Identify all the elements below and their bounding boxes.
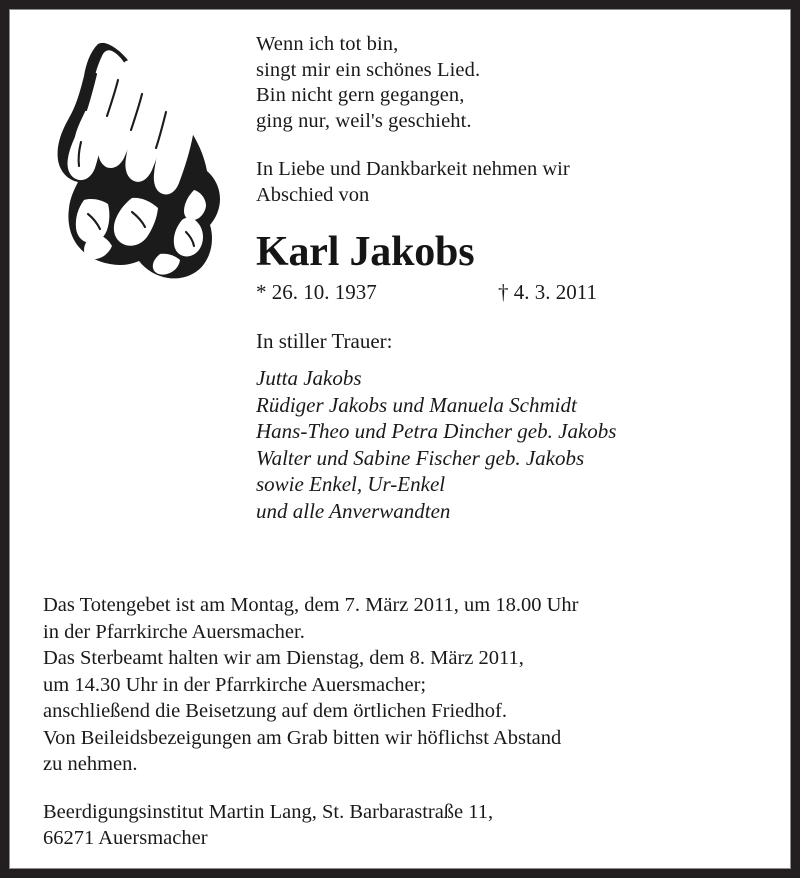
- arrangement-line: um 14.30 Uhr in der Pfarrkirche Auersmacher;: [43, 673, 427, 696]
- mourner-line: sowie Enkel, Ur-Enkel: [256, 472, 446, 496]
- death-date: † 4. 3. 2011: [498, 280, 597, 304]
- memorial-verse: [256, 32, 786, 134]
- funeral-arrangements: [43, 592, 763, 778]
- verse-line: singt mir ein schönes Lied.: [256, 58, 481, 81]
- verse-line: Bin nicht gern gegangen,: [256, 84, 465, 106]
- arrangement-line: zu nehmen.: [43, 753, 138, 775]
- dedication-line: In Liebe und Dankbarkeit nehmen wir: [256, 158, 570, 180]
- mourner-line: Walter und Sabine Fischer geb. Jakobs: [256, 445, 585, 470]
- dedication-line: Abschied von: [256, 183, 370, 206]
- text-column: [256, 32, 786, 524]
- birth-date: * 26. 10. 1937: [256, 280, 377, 304]
- verse-line: Wenn ich tot bin,: [256, 33, 399, 55]
- arrangement-line: Das Sterbeamt halten wir am Dienstag, dem 8. März 2011,: [43, 647, 524, 669]
- funeral-home-line: 66271 Auersmacher: [43, 827, 208, 849]
- arrangement-line: Von Beileidsbezeigungen am Grab bitten wir höflichst Abstand: [43, 726, 562, 749]
- dedication-text: [256, 157, 786, 208]
- mourners-list: [256, 365, 786, 524]
- deceased-name: Karl Jakobs: [256, 229, 475, 275]
- arrangement-line: Das Totengebet ist am Montag, dem 7. März 2011, um 18.00 Uhr: [43, 594, 579, 616]
- top-section: [10, 10, 790, 575]
- mourner-line: Hans-Theo und Petra Dincher geb. Jakobs: [256, 419, 617, 443]
- mourner-line: Rüdiger Jakobs und Manuela Schmidt: [256, 392, 577, 417]
- funeral-home-info: [43, 799, 763, 852]
- notice-inner-frame: [9, 9, 791, 869]
- arrangement-line: in der Pfarrkirche Auersmacher.: [43, 620, 305, 643]
- arrangement-line: anschließend die Beisetzung auf dem örtlichen Friedhof.: [43, 700, 507, 722]
- mourner-line: und alle Anverwandten: [256, 498, 451, 523]
- mourning-heading: In stiller Trauer:: [256, 329, 393, 353]
- mourner-line: Jutta Jakobs: [256, 366, 362, 390]
- funeral-home-line: Beerdigungsinstitut Martin Lang, St. Barbarastraße 11,: [43, 800, 494, 823]
- praying-hands-illustration: [36, 22, 236, 302]
- bottom-section: [43, 592, 763, 852]
- verse-line: ging nur, weil's geschieht.: [256, 109, 472, 132]
- life-dates: [256, 280, 786, 306]
